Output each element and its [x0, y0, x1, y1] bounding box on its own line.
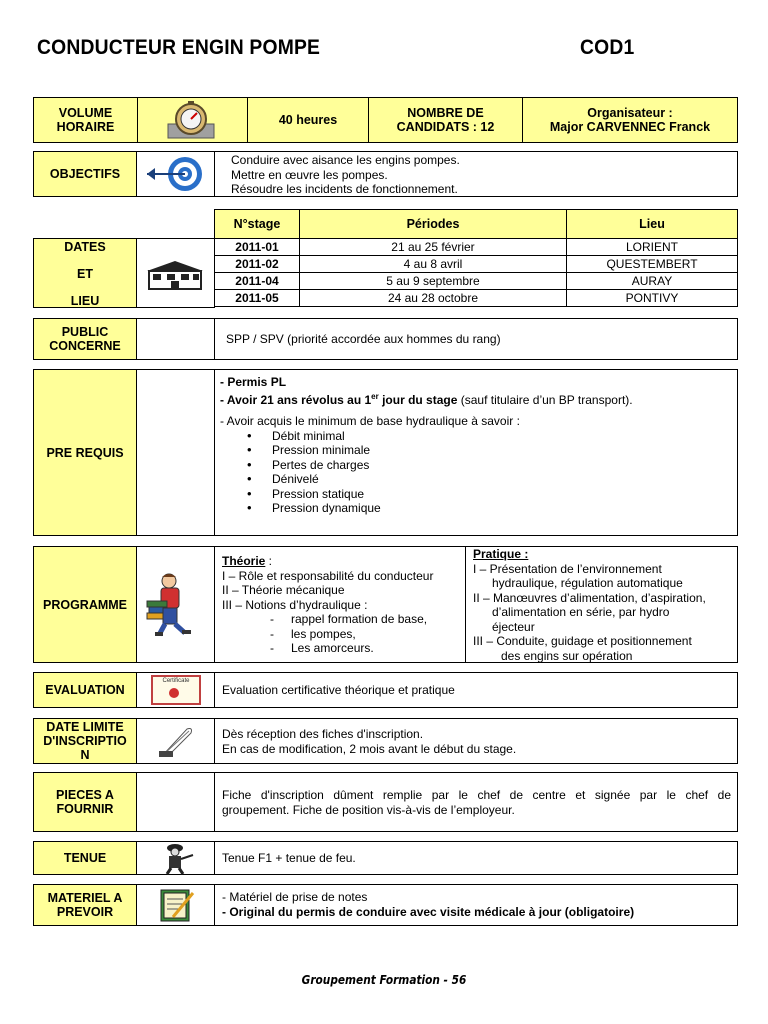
volume-row: [33, 97, 738, 143]
certificate-icon: Certificate: [151, 675, 201, 705]
table-row: 2011-01 21 au 25 février LORIENT: [215, 239, 738, 256]
evaluation-label: EVALUATION: [33, 672, 137, 708]
pieces-text: Fiche d'inscription dûment remplie par le chef de centre et signée par le chef de groupement. Fiche de position vis-à-vis de l’employeur.: [214, 772, 738, 832]
candidates-value: NOMBRE DE CANDIDATS : 12: [369, 98, 522, 142]
public-icon-cell: [136, 318, 215, 360]
target-icon: [143, 154, 209, 199]
tenue-icon-cell: [136, 841, 215, 875]
tenue-text: Tenue F1 + tenue de feu.: [214, 841, 738, 875]
objectifs-text: Conduire avec aisance les engins pompes. Mettre en œuvre les pompes. Résoudre les incidents de fonctionnement.: [214, 151, 738, 197]
evaluation-text: Evaluation certificative théorique et pratique: [214, 672, 738, 708]
public-label: PUBLIC CONCERNE: [33, 318, 137, 360]
materiel-icon-cell: [136, 884, 215, 926]
header-periods: Périodes: [300, 210, 567, 239]
organizer-value: Organisateur : Major CARVENNEC Franck: [523, 98, 737, 142]
firefighter-icon: [159, 843, 195, 880]
prerequis-text: - Permis PL - Avoir 21 ans révolus au 1er jour du stage (sauf titulaire d’un BP transport). - Avoir acquis le minimum de base hydraulique à savoir : • Débit minimal • Pression minimale • Pertes de charges • Dénivelé • Pression statique • Pression dynamique: [214, 369, 738, 536]
prerequis-list: [220, 429, 737, 516]
programme-icon-cell: [136, 546, 215, 663]
list-item: • Pression dynamique: [272, 501, 737, 516]
list-item: - les pompes,: [222, 627, 465, 642]
pieces-icon-cell: [136, 772, 215, 832]
volume-label: VOLUME HORAIRE: [34, 98, 137, 142]
list-item: • Pression statique: [272, 487, 737, 502]
page-title: CONDUCTEUR ENGIN POMPE: [37, 36, 321, 59]
table-row: 2011-05 24 au 28 octobre PONTIVY: [215, 290, 738, 307]
public-text: SPP / SPV (priorité accordée aux hommes du rang): [214, 318, 738, 360]
course-code: COD1: [580, 36, 635, 59]
dates-icon-cell: [136, 238, 215, 308]
dates-label: DATES ET LIEU: [33, 238, 137, 308]
programme-practice: Pratique : I – Présentation de l’environnement hydraulique, régulation automatique II – Manœuvres d’alimentation, d’aspiration, d’alimentation en série, par hydro éjecteur III – Conduite, guidage et positionnement des engins sur opération: [465, 546, 738, 663]
date-limite-label: DATE LIMITE D'INSCRIPTIO N: [33, 718, 137, 764]
programme-label: PROGRAMME: [33, 546, 137, 663]
list-item: • Pression minimale: [272, 443, 737, 458]
objectifs-label: OBJECTIFS: [33, 151, 137, 197]
table-row: 2011-04 5 au 9 septembre AURAY: [215, 273, 738, 290]
list-item: - Les amorceurs.: [222, 641, 465, 656]
list-item: • Pertes de charges: [272, 458, 737, 473]
materiel-text: - Matériel de prise de notes - Original du permis de conduire avec visite médicale à jour (obligatoire): [214, 884, 738, 926]
person-carrying-books-icon: [145, 573, 207, 642]
list-item: • Dénivelé: [272, 472, 737, 487]
list-item: - rappel formation de base,: [222, 612, 465, 627]
objectifs-icon-cell: [136, 151, 215, 197]
hours-value: 40 heures: [248, 98, 368, 142]
stopwatch-icon: [146, 100, 236, 140]
prerequis-icon-cell: [136, 369, 215, 536]
date-limite-text: Dès réception des fiches d'inscription. En cas de modification, 2 mois avant le début du stage.: [214, 718, 738, 764]
header-stage-number: N°stage: [215, 210, 300, 239]
stage-table: [214, 209, 738, 307]
pieces-label: PIECES A FOURNIR: [33, 772, 137, 832]
page-footer: Groupement Formation - 56: [301, 973, 467, 987]
quill-icon: [157, 725, 197, 764]
date-limite-icon-cell: [136, 718, 215, 764]
table-row: 2011-02 4 au 8 avril QUESTEMBERT: [215, 256, 738, 273]
building-icon: [145, 259, 205, 296]
materiel-label: MATERIEL A PREVOIR: [33, 884, 137, 926]
header-place: Lieu: [567, 210, 738, 239]
programme-theory: Théorie : I – Rôle et responsabilité du conducteur II – Théorie mécanique III – Notions d’hydraulique : - rappel formation de base, - les pompes, - Les amorceurs.: [214, 546, 466, 663]
list-item: • Débit minimal: [272, 429, 737, 444]
notepad-pencil-icon: [157, 887, 197, 928]
prerequis-label: PRE REQUIS: [33, 369, 137, 536]
tenue-label: TENUE: [33, 841, 137, 875]
evaluation-icon-cell: [136, 672, 215, 708]
